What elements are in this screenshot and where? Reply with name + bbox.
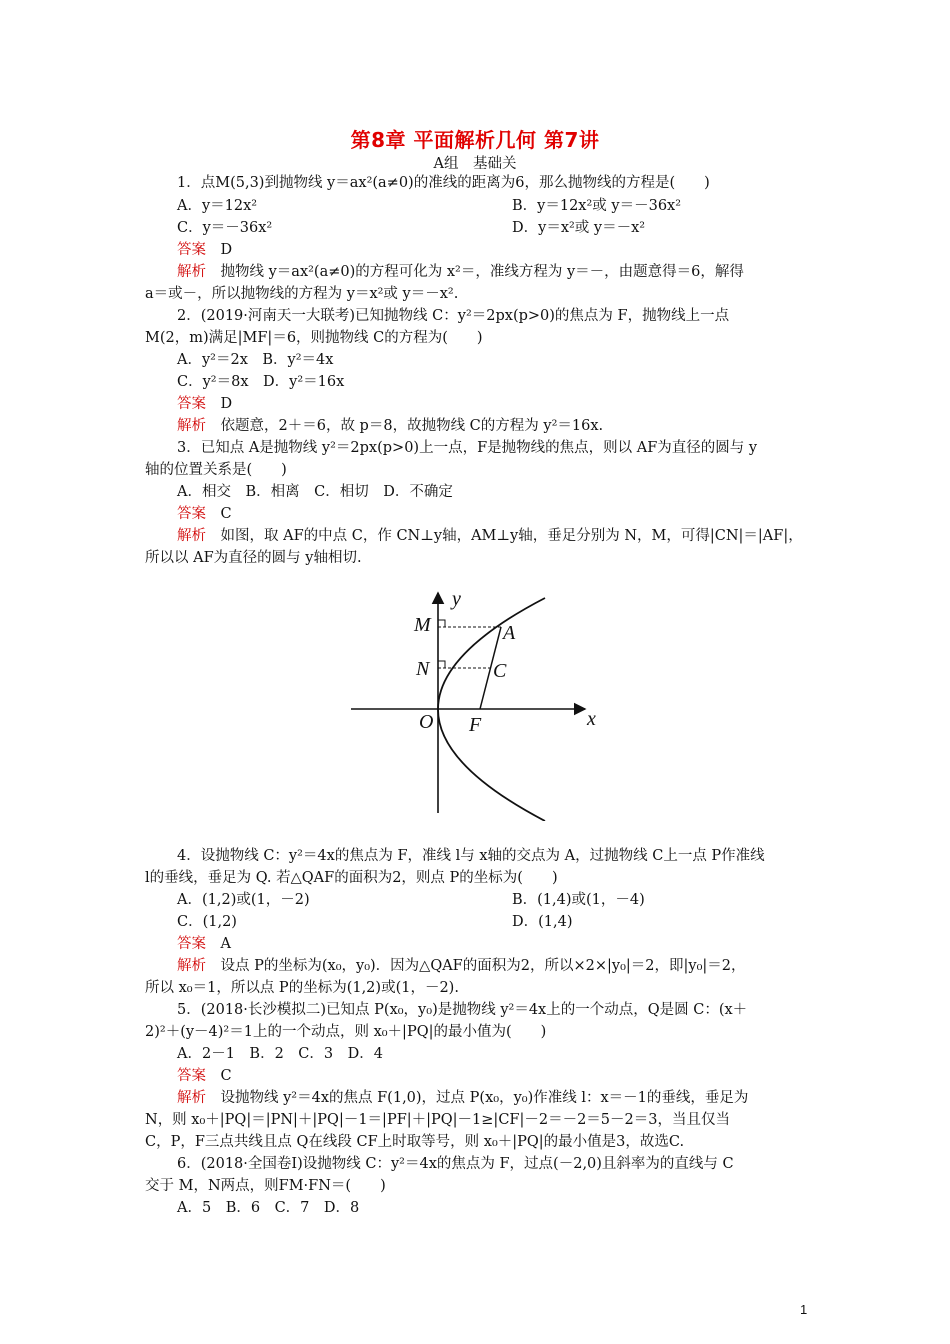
solution-label: 解析 (177, 528, 206, 544)
section-subtitle: A组 基础关 (433, 156, 517, 172)
right-angle-mark-m (438, 620, 445, 627)
parabola-figure (351, 573, 617, 821)
solution-label: 解析 (177, 418, 206, 434)
q4-option-d: D．(1,4) (512, 914, 573, 930)
label-n: N (416, 658, 430, 680)
solution-text: 设点 P的坐标为(x₀，y₀)．因为△QAF的面积为2，所以×2×|y₀|＝2，即|y₀|＝2， (220, 958, 746, 974)
answer-label: 答案 (177, 242, 206, 258)
label-f: F (469, 714, 482, 736)
q5-solution-line-2: N，则 x₀＋|PQ|＝|PN|＋|PQ|－1＝|PF|＋|PQ|－1≥|CF|－2＝－2＝5－2＝3，当且仅当 (145, 1112, 730, 1128)
label-o: O (419, 711, 434, 733)
answer-value: A (220, 936, 231, 952)
solution-text: 抛物线 y＝ax²(a≠0)的方程可化为 x²＝，准线方程为 y＝－，由题意得＝6，解得 (220, 264, 744, 280)
answer-label: 答案 (177, 1068, 206, 1084)
q4-solution-line-1 (177, 956, 746, 976)
q2-options-cd: C．y²＝8x D．y²＝16x (177, 374, 345, 390)
q6-stem-line-2: 交于 M，N两点，则FM·FN＝( ) (145, 1178, 386, 1194)
label-y: y (452, 588, 461, 610)
q1-solution-line-1 (177, 262, 744, 282)
answer-label: 答案 (177, 936, 206, 952)
q5-answer (177, 1066, 232, 1086)
solution-text: 如图，取 AF的中点 C，作 CN⊥y轴，AM⊥y轴，垂足分别为 N，M，可得|CN|＝|AF|， (220, 528, 803, 544)
q2-answer (177, 394, 232, 414)
label-m: M (414, 614, 431, 636)
q4-stem-line-2: l的垂线，垂足为 Q. 若△QAF的面积为2，则点 P的坐标为( ) (145, 870, 558, 886)
q5-solution-line-1 (177, 1088, 748, 1108)
q4-option-c: C．(1,2) (177, 914, 237, 930)
q5-stem-line-1: 5．(2018·长沙模拟二)已知点 P(x₀，y₀)是抛物线 y²＝4x上的一个动点，Q是圆 C：(x＋ (177, 1002, 748, 1018)
q2-stem-line-2: M(2，m)满足|MF|＝6，则抛物线 C的方程为( ) (145, 330, 483, 346)
q2-solution-line-1 (177, 416, 603, 436)
q4-solution-line-2: 所以 x₀＝1，所以点 P的坐标为(1,2)或(1，－2). (145, 980, 459, 996)
q6-stem-line-1: 6．(2018·全国卷Ⅰ)设抛物线 C：y²＝4x的焦点为 F，过点(－2,0)且斜率为的直线与 C (177, 1156, 734, 1172)
q5-stem-line-2: 2)²＋(y－4)²＝1上的一个动点，则 x₀＋|PQ|的最小值为( ) (145, 1024, 547, 1040)
q1-solution-line-2: a＝或－，所以抛物线的方程为 y＝x²或 y＝－x². (145, 286, 459, 302)
q4-option-b: B．(1,4)或(1，－4) (512, 892, 645, 908)
answer-value: C (220, 1068, 232, 1084)
solution-label: 解析 (177, 264, 206, 280)
q3-stem-line-1: 3．已知点 A是抛物线 y²＝2px(p>0)上一点，F是抛物线的焦点，则以 AF为直径的圆与 y (177, 440, 758, 456)
q4-option-a: A．(1,2)或(1，－2) (177, 892, 310, 908)
q4-stem-line-1: 4．设抛物线 C：y²＝4x的焦点为 F，准线 l与 x轴的交点为 A，过抛物线 C上一点 P作准线 (177, 848, 765, 864)
answer-value: C (220, 506, 232, 522)
answer-value: D (220, 242, 233, 258)
q3-stem-line-2: 轴的位置关系是( ) (145, 462, 287, 478)
q5-options: A．2－1 B．2 C．3 D．4 (177, 1046, 383, 1062)
q2-options-ab: A．y²＝2x B．y²＝4x (177, 352, 334, 368)
q4-answer (177, 934, 231, 954)
right-angle-mark-n (438, 661, 445, 668)
page-number: 1 (800, 1302, 808, 1317)
page-title: 第8章 平面解析几何 第7讲 (350, 128, 600, 152)
q5-solution-line-3: C，P，F三点共线且点 Q在线段 CF上时取等号，则 x₀＋|PQ|的最小值是3，故选C. (145, 1134, 685, 1150)
q1-option-d: D．y＝x²或 y＝－x² (512, 220, 646, 236)
q1-stem: 1．点M(5,3)到抛物线 y＝ax²(a≠0)的准线的距离为6，那么抛物线的方程是( ) (177, 175, 710, 191)
q1-option-a: A．y＝12x² (177, 198, 258, 214)
answer-label: 答案 (177, 396, 206, 412)
solution-text: 依题意，2＋＝6，故 p＝8，故抛物线 C的方程为 y²＝16x. (220, 418, 604, 434)
q3-answer (177, 504, 232, 524)
answer-label: 答案 (177, 506, 206, 522)
q1-answer (177, 240, 232, 260)
q1-option-c: C．y＝－36x² (177, 220, 273, 236)
q3-options: A．相交 B．相离 C．相切 D．不确定 (177, 484, 453, 500)
q2-stem-line-1: 2．(2019·河南天一大联考)已知抛物线 C：y²＝2px(p>0)的焦点为 F，抛物线上一点 (177, 308, 730, 324)
solution-label: 解析 (177, 958, 206, 974)
solution-text: 设抛物线 y²＝4x的焦点 F(1,0)，过点 P(x₀，y₀)作准线 l：x＝－1的垂线，垂足为 (220, 1090, 749, 1106)
q3-solution-line-1 (177, 526, 803, 546)
label-x: x (587, 708, 596, 730)
solution-label: 解析 (177, 1090, 206, 1106)
parabola-diagram (351, 573, 617, 821)
q1-option-b: B．y＝12x²或 y＝－36x² (512, 198, 682, 214)
label-a: A (503, 622, 516, 644)
answer-value: D (220, 396, 233, 412)
q6-options: A．5 B．6 C．7 D．8 (177, 1200, 360, 1216)
label-c: C (493, 660, 507, 682)
q3-solution-line-2: 所以以 AF为直径的圆与 y轴相切. (145, 550, 362, 566)
